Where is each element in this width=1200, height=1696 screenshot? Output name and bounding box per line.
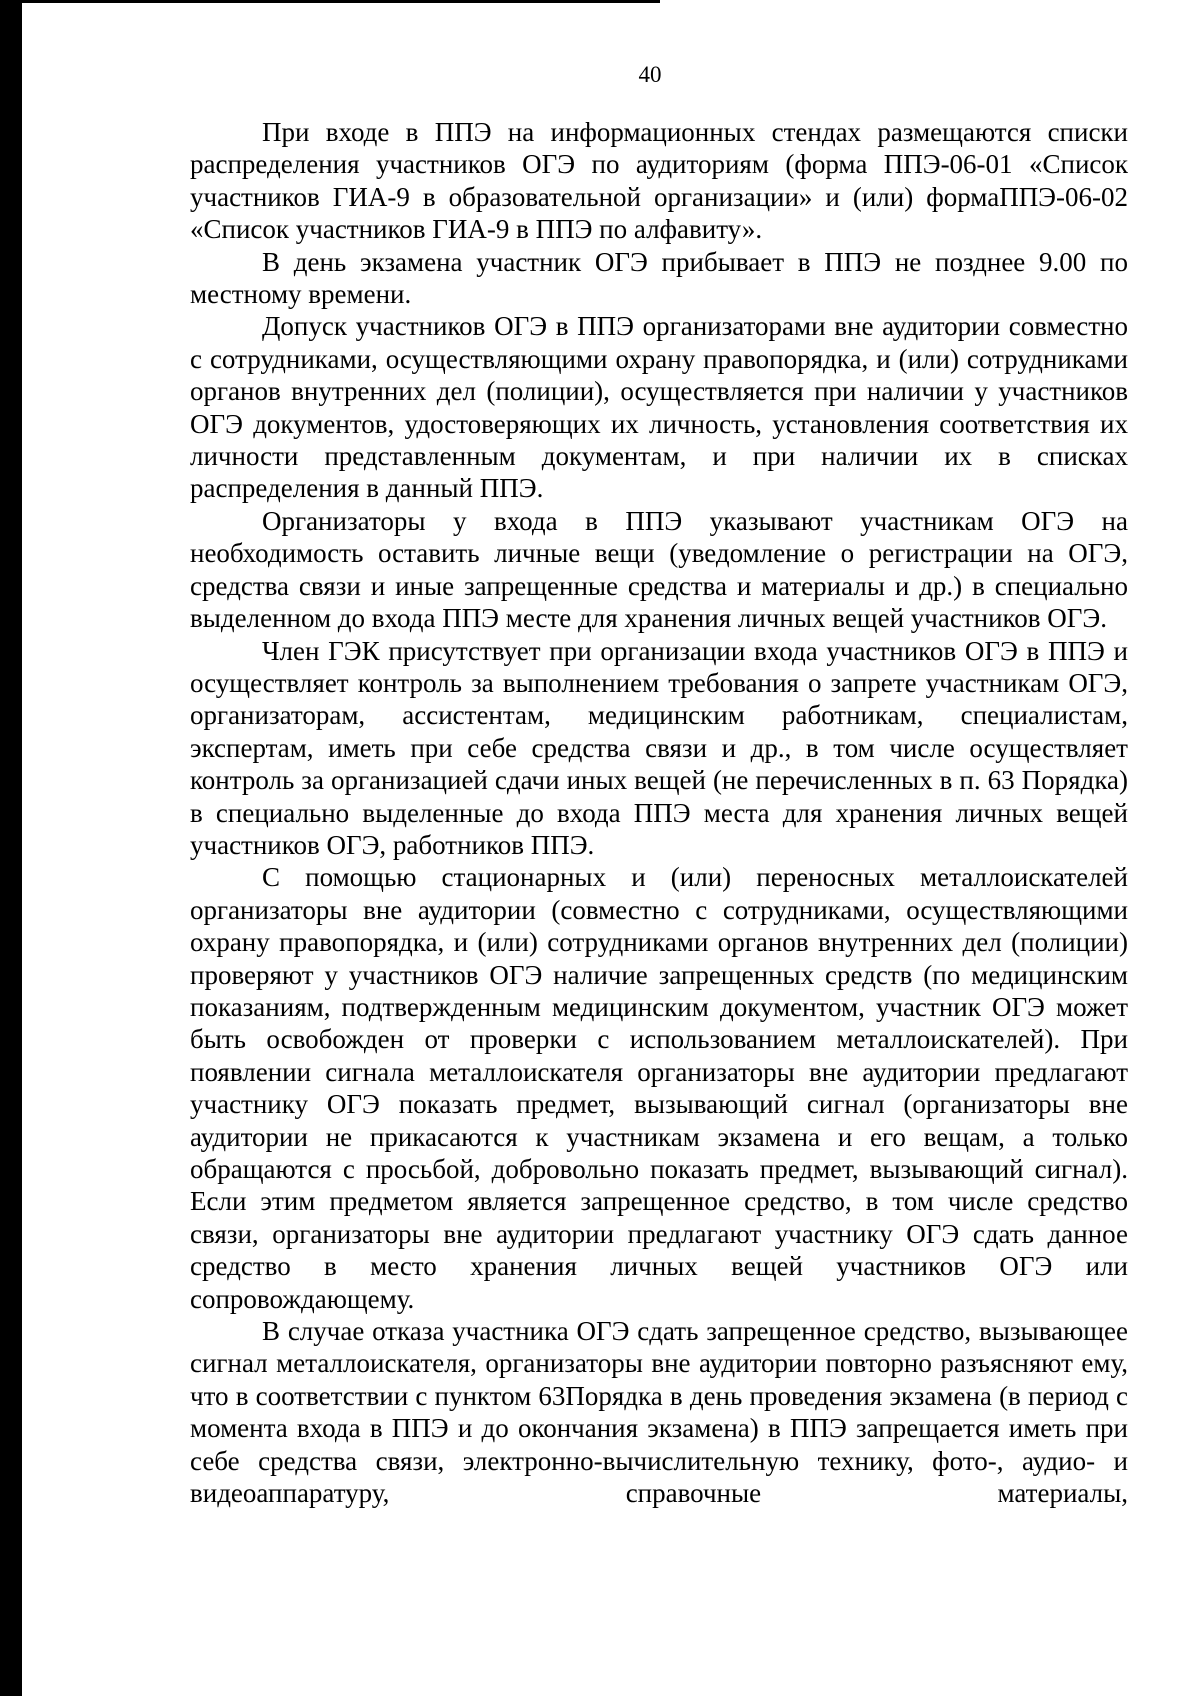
paragraph-7: В случае отказа участника ОГЭ сдать запрещенное средство, вызывающее сигнал металлоискателя, организаторы вне аудитории повторно разъясняют ему, что в соответствии с пунктом 63Порядка в день проведения экзамена (в период с момента входа в ППЭ и до окончания экзамена) в ППЭ запрещается иметь при себе средства связи, электронно-вычислительную технику, фото-, аудио- и видеоаппаратуру, справочные материалы, <box>190 1316 1128 1509</box>
scan-border-left <box>0 0 22 1696</box>
paragraph-2: В день экзамена участник ОГЭ прибывает в ППЭ не позднее 9.00 по местному времени. <box>190 246 1128 310</box>
scan-border-top <box>0 0 660 3</box>
paragraph-6: С помощью стационарных и (или) переносных металлоискателей организаторы вне аудитории (совместно с сотрудниками, осуществляющими охрану правопорядка, и (или) сотрудниками органов внутренних дел (полиции) проверяют у участников ОГЭ наличие запрещенных средств (по медицинским показаниям, подтвержденным медицинским документом, участник ОГЭ может быть освобожден от проверки с использованием металлоискателей). При появлении сигнала металлоискателя организаторы вне аудитории предлагают участнику ОГЭ показать предмет, вызывающий сигнал (организаторы вне аудитории не прикасаются к участникам экзамена и его вещам, а только обращаются с просьбой, добровольно показать предмет, вызывающий сигнал). Если этим предметом является запрещенное средство, в том числе средство связи, организаторы вне аудитории предлагают участнику ОГЭ сдать данное средство в место хранения личных вещей участников ОГЭ или сопровождающему. <box>190 862 1128 1314</box>
body-text <box>190 116 1128 1509</box>
paragraph-1: При входе в ППЭ на информационных стендах размещаются списки распределения участников ОГЭ по аудиториям (форма ППЭ-06-01 «Список участников ГИА-9 в образовательной организации» и (или) формаППЭ-06-02 «Список участников ГИА-9 в ППЭ по алфавиту». <box>190 117 1128 245</box>
paragraph-5: Член ГЭК присутствует при организации входа участников ОГЭ в ППЭ и осуществляет контроль за выполнением требования о запрете участникам ОГЭ, организаторам, ассистентам, медицинским работникам, специалистам, экспертам, иметь при себе средства связи и др., в том числе осуществляет контроль за организацией сдачи иных вещей (не перечисленных в п. 63 Порядка) в специально выделенные до входа ППЭ места для хранения личных вещей участников ОГЭ, работников ППЭ. <box>190 635 1128 860</box>
paragraph-4: Организаторы у входа в ППЭ указывают участникам ОГЭ на необходимость оставить личные вещи (уведомление о регистрации на ОГЭ, средства связи и иные запрещенные средства и материалы и др.) в специально выделенном до входа ППЭ месте для хранения личных вещей участников ОГЭ. <box>190 505 1128 634</box>
paragraph-3: Допуск участников ОГЭ в ППЭ организаторами вне аудитории совместно с сотрудниками, осуществляющими охрану правопорядка, и (или) сотрудниками органов внутренних дел (полиции), осуществляется при наличии у участников ОГЭ документов, удостоверяющих их личность, установления соответствия их личности представленным документам, и при наличии их в списках распределения в данный ППЭ. <box>190 311 1128 504</box>
page-number: 40 <box>638 62 662 87</box>
